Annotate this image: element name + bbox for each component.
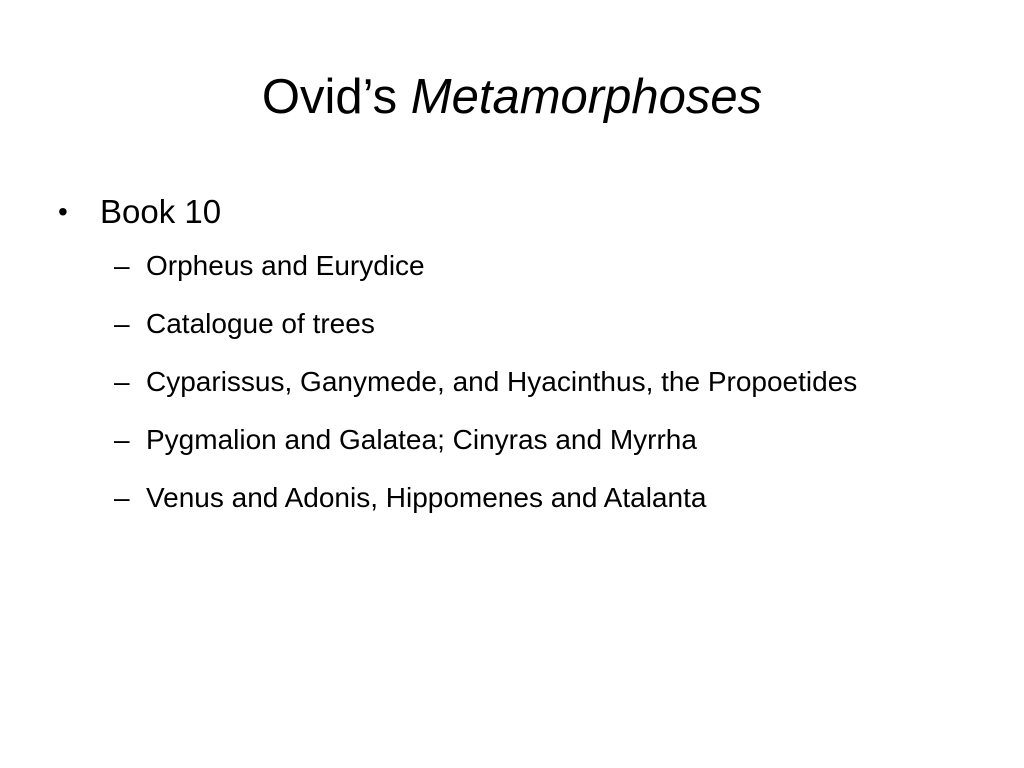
bullet-icon: •	[58, 196, 68, 227]
dash-icon: –	[114, 482, 130, 513]
sub-bullet-item	[58, 416, 958, 464]
title-italic-text: Metamorphoses	[410, 70, 763, 124]
sub-bullet-text: Catalogue of trees	[146, 308, 375, 339]
sub-bullet-item	[58, 474, 958, 522]
dash-icon: –	[114, 366, 130, 397]
sub-bullet-item	[58, 242, 958, 290]
dash-icon: –	[114, 250, 130, 281]
title-plain-text: Ovid’s	[261, 70, 411, 124]
sub-bullet-item	[58, 358, 958, 406]
dash-icon: –	[114, 424, 130, 455]
bullet-item-book	[58, 186, 958, 238]
bullet-item-text: Book 10	[100, 193, 222, 230]
sub-bullet-item	[58, 300, 958, 348]
sub-bullet-list	[58, 242, 958, 522]
sub-bullet-text: Pygmalion and Galatea; Cinyras and Myrrha	[146, 424, 697, 455]
slide-body	[58, 186, 958, 532]
slide-title	[0, 62, 1024, 132]
sub-bullet-text: Orpheus and Eurydice	[146, 250, 425, 281]
sub-bullet-text: Venus and Adonis, Hippomenes and Atalanta	[146, 482, 707, 513]
sub-bullet-text: Cyparissus, Ganymede, and Hyacinthus, the Propoetides	[146, 366, 858, 397]
dash-icon: –	[114, 308, 130, 339]
